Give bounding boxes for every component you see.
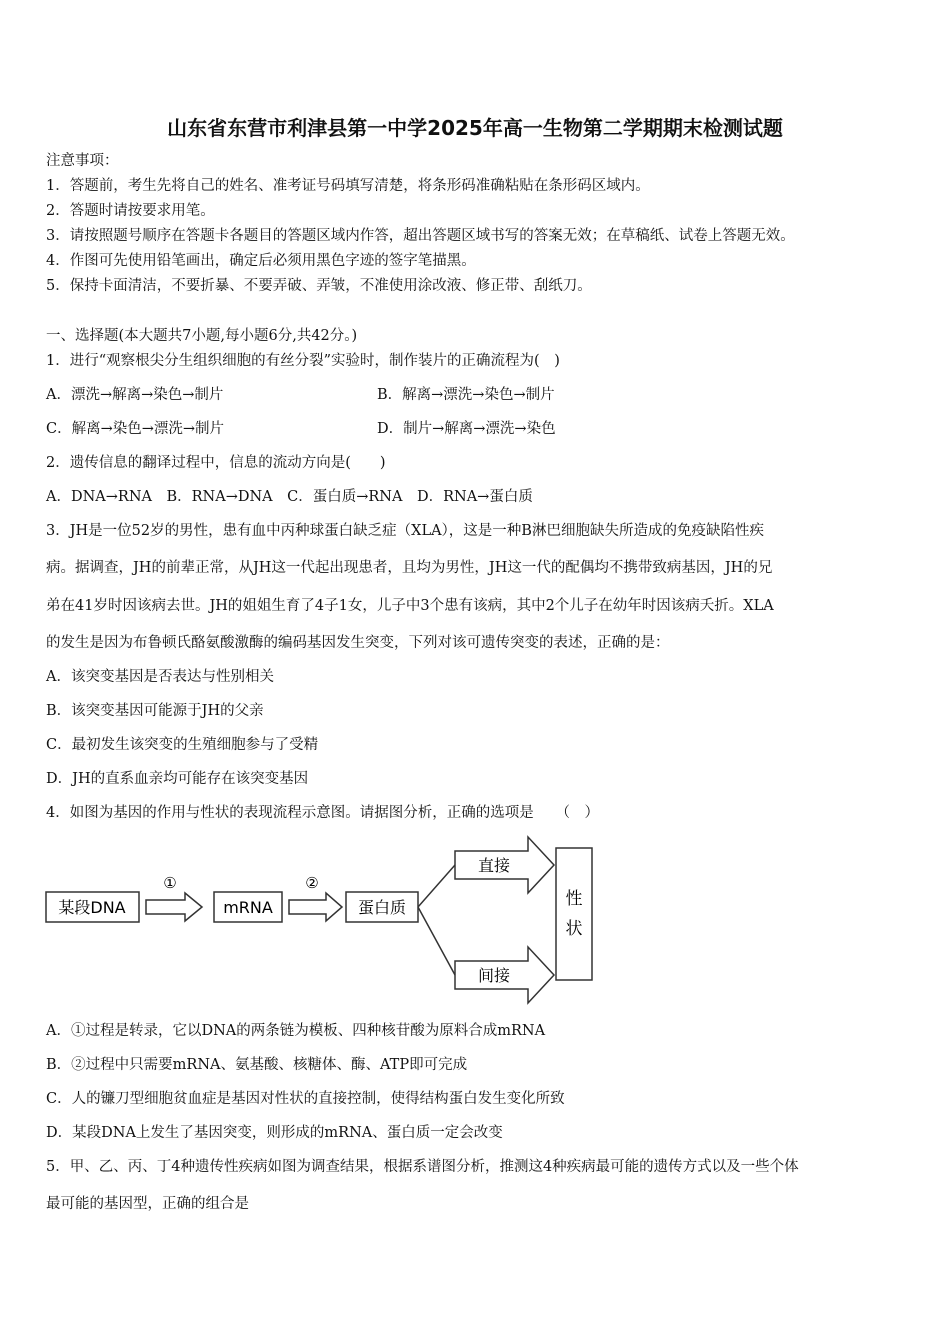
q1-stem: 1．进行“观察根尖分生组织细胞的有丝分裂”实验时，制作装片的正确流程为( ) [46, 353, 560, 369]
label-step2: ② [305, 874, 319, 892]
section-heading: 一、选择题(本大题共7小题,每小题6分,共42分。) [46, 328, 358, 344]
q3-option-c: C．最初发生该突变的生殖细胞参与了受精 [46, 737, 319, 753]
branch-line-direct [418, 865, 455, 907]
notice-item: 4．作图可先使用铅笔画出，确定后必须用黑色字迹的签字笔描黑。 [46, 253, 476, 269]
q1-option-c: C．解离→染色→漂洗→制片 [46, 421, 225, 437]
q3-stem-line: 3．JH是一位52岁的男性，患有血中丙种球蛋白缺乏症（XLA），这是一种B淋巴细胞缺失所造成的免疫缺陷性疾 [46, 523, 764, 539]
q3-option-a: A．该突变基因是否表达与性别相关 [46, 669, 274, 685]
notice-item: 3．请按照题号顺序在答题卡各题目的答题区域内作答，超出答题区域书写的答案无效；在草稿纸、试卷上答题无效。 [46, 228, 795, 244]
q5-stem-line: 5．甲、乙、丙、丁4种遗传性疾病如图为调查结果，根据系谱图分析，推测这4种疾病最可能的遗传方式以及一些个体 [46, 1159, 799, 1175]
q1-option-b: B．解离→漂洗→染色→制片 [377, 387, 555, 403]
q1-option-a: A．漂洗→解离→染色→制片 [46, 387, 224, 403]
notice-item: 1．答题前，考生先将自己的姓名、准考证号码填写清楚，将条形码准确粘贴在条形码区域内。 [46, 178, 650, 194]
q4-option-d: D．某段DNA上发生了基因突变，则形成的mRNA、蛋白质一定会改变 [46, 1125, 503, 1141]
q2-stem: 2．遗传信息的翻译过程中，信息的流动方向是( ) [46, 455, 386, 471]
page-title: 山东省东营市利津县第一中学2025年高一生物第二学期期末检测试题 [167, 116, 783, 140]
q2-options: A．DNA→RNA B．RNA→DNA C．蛋白质→RNA D．RNA→蛋白质 [46, 489, 533, 505]
q1-option-d: D．制片→解离→漂洗→染色 [377, 421, 556, 437]
box-trait [556, 848, 592, 980]
notice-heading: 注意事项： [46, 153, 119, 169]
q3-stem-line: 的发生是因为布鲁顿氏酪氨酸激酶的编码基因发生突变，下列对该可遗传突变的表述，正确的是： [46, 635, 670, 651]
q3-option-b: B．该突变基因可能源于JH的父亲 [46, 703, 264, 719]
label-trait-1: 性 [565, 889, 583, 909]
q5-stem-line: 最可能的基因型，正确的组合是 [46, 1196, 249, 1212]
branch-line-indirect [418, 907, 455, 975]
label-indirect: 间接 [477, 966, 511, 985]
q4-option-c: C．人的镰刀型细胞贫血症是基因对性状的直接控制，使得结构蛋白发生变化所致 [46, 1091, 565, 1107]
q3-stem-line: 病。据调查，JH的前辈正常，从JH这一代起出现患者，且均为男性，JH这一代的配偶均不携带致病基因，JH的兄 [46, 560, 773, 576]
arrow-step2 [289, 893, 342, 921]
q4-option-a: A．①过程是转录，它以DNA的两条链为模板、四种核苷酸为原料合成mRNA [46, 1023, 546, 1039]
notice-item: 2．答题时请按要求用笔。 [46, 203, 215, 219]
label-step1: ① [163, 874, 177, 892]
arrow-step1 [146, 893, 202, 921]
q4-option-b: B．②过程中只需要mRNA、氨基酸、核糖体、酶、ATP即可完成 [46, 1057, 468, 1073]
label-direct: 直接 [477, 856, 511, 875]
label-dna: 某段DNA [58, 898, 126, 917]
q4-stem: 4．如图为基因的作用与性状的表现流程示意图。请据图分析，正确的选项是 （ ） [46, 805, 599, 821]
label-mrna: mRNA [223, 898, 273, 917]
label-trait-2: 状 [565, 919, 583, 939]
label-protein: 蛋白质 [357, 898, 407, 917]
notice-item: 5．保持卡面清洁，不要折暴、不要弄破、弄皱，不准使用涂改液、修正带、刮纸刀。 [46, 278, 592, 294]
q3-option-d: D．JH的直系血亲均可能存在该突变基因 [46, 771, 309, 787]
gene-trait-flow-diagram [42, 830, 602, 1010]
q3-stem-line: 弟在41岁时因该病去世。JH的姐姐生育了4子1女，儿子中3个患有该病，其中2个儿子在幼年时因该病夭折。XLA [46, 598, 774, 614]
